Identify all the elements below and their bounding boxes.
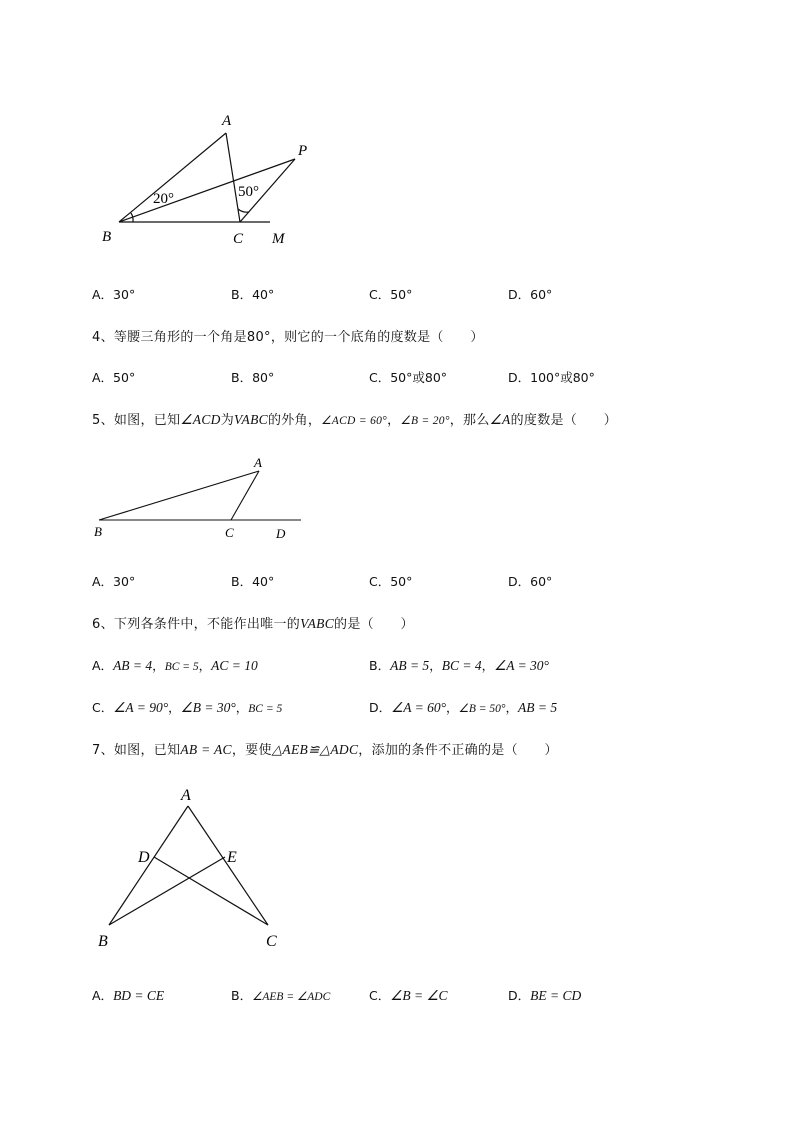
label-c: C	[266, 933, 277, 950]
option-math: ∠A = 90°	[113, 700, 169, 715]
option-letter: C．	[369, 988, 391, 1003]
q4-option-a[interactable]: A．50°	[92, 370, 136, 385]
option-math: BC = 4	[441, 658, 482, 673]
option-letter: B．	[369, 658, 391, 673]
q6-stem-text: 6、下列各条件中，不能作出唯一的	[92, 617, 301, 632]
angle-label-20: 20°	[153, 191, 174, 207]
label-a: A	[181, 787, 191, 804]
option-math: ∠A = 30°	[494, 658, 549, 673]
q3-option-c[interactable]: C．50°	[369, 287, 413, 302]
option-sep: ，	[168, 700, 181, 715]
option-math: ∠AEB = ∠ADC	[252, 991, 331, 1003]
q5-option-a[interactable]: A．30°	[92, 574, 136, 589]
label-c: C	[233, 231, 244, 247]
q5-stem-text: ，那么	[449, 413, 490, 428]
option-math: ∠B = ∠C	[390, 988, 448, 1003]
option-math: BC = 5	[248, 703, 283, 715]
q7-stem-text: 7、如图，已知	[92, 743, 181, 758]
q6-stem-text: 的是（ ）	[334, 617, 414, 632]
option-letter: C．	[92, 700, 114, 715]
option-letter: D．	[508, 988, 531, 1003]
q7-option-a[interactable]	[92, 986, 164, 1004]
option-letter: A．	[92, 988, 114, 1003]
label-a: A	[254, 455, 262, 470]
q3-option-d[interactable]: D．60°	[508, 287, 553, 302]
segment-cd	[154, 857, 268, 925]
q5-stem-text: 为	[220, 413, 234, 428]
option-math: BD = CE	[113, 988, 165, 1003]
option-math: AB = 5	[518, 700, 558, 715]
option-math: AB = 4	[113, 658, 153, 673]
q5-stem-text: 的外角，	[267, 413, 322, 428]
option-letter: B．	[231, 988, 253, 1003]
q5-math-acd-60: ∠ACD = 60°	[321, 415, 388, 427]
option-sep: ，	[429, 658, 442, 673]
option-sep: ，	[198, 658, 212, 673]
q4-option-c[interactable]: C．50°或80°	[369, 370, 448, 385]
option-letter: D．	[369, 700, 392, 715]
q7-math-ab-ac: AB = AC	[180, 742, 232, 757]
label-e: E	[227, 849, 237, 866]
q5-option-c[interactable]: C．50°	[369, 574, 413, 589]
option-math: ∠A = 60°	[391, 700, 447, 715]
label-b: B	[98, 933, 108, 950]
q5-math-angle-a: ∠A	[489, 412, 511, 427]
label-p: P	[298, 143, 308, 159]
q3-option-b[interactable]: B．40°	[231, 287, 275, 302]
q4-option-b[interactable]: B．80°	[231, 370, 275, 385]
option-math: BE = CD	[530, 988, 582, 1003]
option-sep: ，	[505, 700, 518, 715]
label-b: B	[102, 229, 112, 245]
label-d: D	[276, 526, 286, 541]
q5-stem-text: 的度数是（ ）	[510, 413, 617, 428]
option-math: AC = 10	[211, 658, 258, 673]
q4-option-d[interactable]: D．100°或80°	[508, 370, 595, 385]
q7-stem-text: ，要使	[231, 743, 272, 758]
label-d: D	[138, 849, 150, 866]
option-sep: ，	[152, 658, 165, 673]
option-letter: A．	[92, 658, 114, 673]
label-a: A	[222, 113, 232, 129]
q5-option-b[interactable]: B．40°	[231, 574, 275, 589]
q5-stem-text: ，	[387, 413, 401, 428]
option-sep: ，	[481, 658, 495, 673]
q7-option-c[interactable]	[369, 986, 448, 1004]
q7-option-b[interactable]	[231, 986, 330, 1004]
q5-option-d[interactable]: D．60°	[508, 574, 553, 589]
label-b: B	[94, 524, 102, 539]
q4-stem: 4、等腰三角形的一个角是80°，则它的一个底角的度数是（ ）	[92, 330, 484, 345]
q7-option-d[interactable]	[508, 986, 581, 1004]
q7-stem-text: ，添加的条件不正确的是（ ）	[358, 743, 558, 758]
q3-option-a[interactable]: A．30°	[92, 287, 136, 302]
label-c: C	[225, 525, 234, 540]
segment-be	[109, 857, 225, 925]
option-math: ∠B = 50°	[458, 703, 506, 715]
q5-math-b-20: ∠B = 20°	[400, 415, 450, 427]
option-math: ∠B = 30°	[180, 700, 236, 715]
option-math: AB = 5	[390, 658, 430, 673]
option-sep: ，	[446, 700, 459, 715]
q7-math-congruence: △AEB≌△ADC	[271, 742, 359, 757]
q5-math-angle-acd: ∠ACD	[180, 412, 221, 427]
q5-math-triangle: VABC	[234, 412, 268, 427]
option-sep: ，	[235, 700, 249, 715]
q6-math-triangle: VABC	[300, 616, 335, 631]
angle-label-50: 50°	[238, 184, 259, 200]
label-m: M	[272, 231, 285, 247]
option-math: BC = 5	[164, 661, 199, 673]
q5-stem-text: 5、如图，已知	[92, 413, 181, 428]
